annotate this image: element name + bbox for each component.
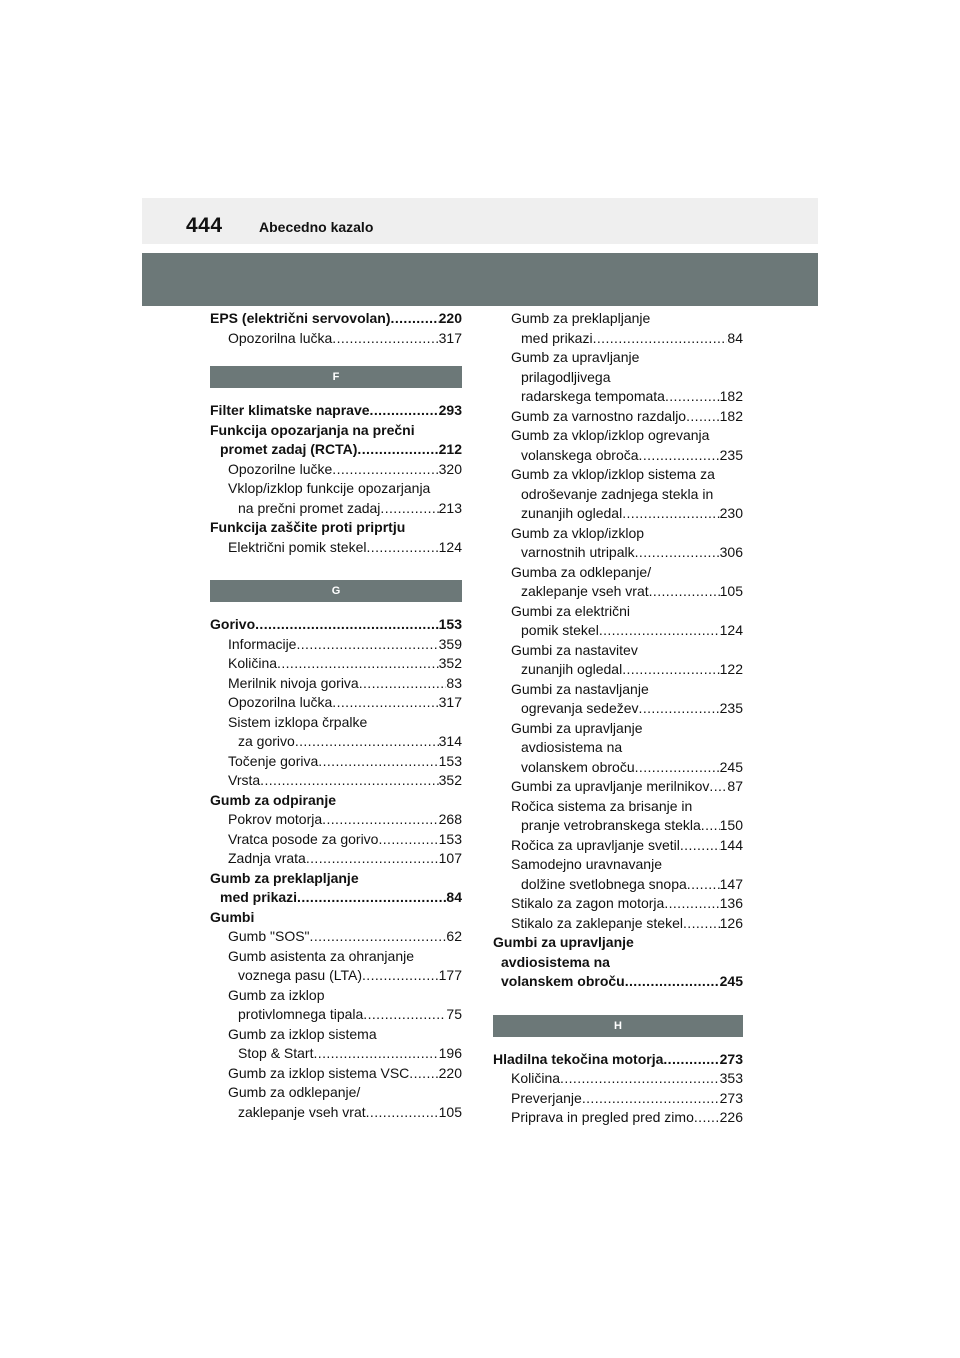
index-subentry-continued: volanskega obroča ..... 235 [493,446,743,466]
index-subentry: Gumb za vklop/izklop sistema za [511,466,715,482]
section-header-h: H [493,1015,743,1037]
index-subentry-continued: na prečni promet zadaj ..... 213 [210,499,462,519]
index-subentry: Preverjanje ..... 273 [493,1089,743,1109]
index-entry: Gumbi [210,908,255,925]
index-entry-continued: volanskem obroču ..... 245 [493,972,743,992]
index-entry: Gorivo ..... 153 [210,615,462,635]
index-subentry: Opozorilne lučke ..... 320 [210,460,462,480]
index-subentry: Gumb "SOS" ..... 62 [210,927,462,947]
index-subentry: Stikalo za zaklepanje stekel ..... 126 [493,914,743,934]
section-header-g: G [210,580,462,602]
index-subentry: Točenje goriva ..... 153 [210,752,462,772]
index-subentry: Stikalo za zagon motorja ..... 136 [493,894,743,914]
index-subentry: Gumb za izklop sistema [228,1025,377,1042]
index-entry-continued: avdiosistema na [501,953,610,970]
index-subentry-continued: zaklepanje vseh vrat ..... 105 [210,1103,462,1123]
page-title: Abecedno kazalo [259,219,374,235]
index-subentry: Gumb za izklop sistema VSC ..... 220 [210,1064,462,1084]
index-subentry-continued: za gorivo ..... 314 [210,732,462,752]
index-subentry-continued: radarskega tempomata ..... 182 [493,387,743,407]
index-entry: Funkcija zaščite proti priprtju [210,519,406,535]
index-subentry: Gumba za odklepanje/ [511,563,652,580]
index-subentry: Gumb za preklapljanje [511,310,651,326]
page-header [142,198,818,244]
index-subentry: Vrsta ..... 352 [210,771,462,791]
index-subentry: Vratca posode za gorivo ..... 153 [210,830,462,850]
page-number: 444 [186,214,223,237]
index-subentry-continued: prilagodljivega [521,368,611,385]
index-subentry: Gumb asistenta za ohranjanje [228,947,414,964]
index-subentry: Ročica sistema za brisanje in [511,797,693,814]
header-band [142,253,818,306]
index-entry: Hladilna tekočina motorja ..... 273 [493,1050,743,1070]
index-entry-continued: med prikazi ..... 84 [210,888,462,908]
index-subentry-continued: voznega pasu (LTA) ..... 177 [210,966,462,986]
index-subentry: Gumb za vklop/izklop [511,524,645,541]
index-subentry: Količina ..... 352 [210,654,462,674]
index-subentry: Gumb za vklop/izklop ogrevanja [511,427,710,443]
index-subentry: Električni pomik stekel ..... 124 [210,538,462,558]
index-subentry: Gumbi za upravljanje merilnikov ..... 87 [493,777,743,797]
index-subentry: Količina ..... 353 [493,1069,743,1089]
index-subentry: Gumbi za nastavitev [511,641,638,658]
index-entry-continued: promet zadaj (RCTA) ..... 212 [210,440,462,460]
index-subentry: Vklop/izklop funkcije opozarjanja [228,480,431,496]
index-subentry-continued: zaklepanje vseh vrat ..... 105 [493,582,743,602]
index-subentry: Gumbi za električni [511,602,631,619]
section-header-f: F [210,366,462,388]
index-subentry-continued: protivlomnega tipala ..... 75 [210,1005,462,1025]
index-subentry: Gumb za izklop [228,986,325,1003]
index-subentry: Sistem izklopa črpalke [228,713,368,730]
index-subentry-continued: dolžine svetlobnega snopa ..... 147 [493,875,743,895]
index-entry: Gumb za preklapljanje [210,869,359,886]
index-entry: Gumb za odpiranje [210,791,337,808]
index-subentry-continued: pomik stekel ..... 124 [493,621,743,641]
index-entry: Gumbi za upravljanje [493,934,634,950]
index-subentry: Merilnik nivoja goriva ..... 83 [210,674,462,694]
index-subentry: Gumb za odklepanje/ [228,1084,361,1100]
index-subentry: Priprava in pregled pred zimo ..... 226 [493,1108,743,1128]
index-subentry: Informacije ..... 359 [210,635,462,655]
index-subentry: Ročica za upravljanje svetil ..... 144 [493,836,743,856]
index-subentry-continued: zunanjih ogledal ..... 230 [493,504,743,524]
index-subentry: Samodejno uravnavanje [511,856,662,872]
index-entry: Filter klimatske naprave ..... 293 [210,401,462,421]
index-subentry: Opozorilna lučka ..... 317 [210,329,462,349]
index-subentry: Gumb za upravljanje [511,349,640,365]
index-subentry-continued: zunanjih ogledal ..... 122 [493,660,743,680]
index-subentry: Pokrov motorja ..... 268 [210,810,462,830]
index-subentry-continued: avdiosistema na [521,739,623,755]
index-subentry-continued: odroševanje zadnjega stekla in [521,485,714,502]
index-entry: Funkcija opozarjanja na prečni [210,421,415,438]
index-subentry: Zadnja vrata ..... 107 [210,849,462,869]
index-subentry: Gumbi za nastavljanje [511,680,649,697]
index-column-right [493,309,743,1128]
index-subentry-continued: pranje vetrobranskega stekla ..... 150 [493,816,743,836]
index-subentry: Opozorilna lučka ..... 317 [210,693,462,713]
index-subentry-continued: volanskem obroču ..... 245 [493,758,743,778]
index-subentry-continued: varnostnih utripalk ..... 306 [493,543,743,563]
index-column-left [210,309,462,1122]
index-entry: EPS (električni servovolan) ..... 220 [210,309,462,329]
index-subentry-continued: Stop & Start ..... 196 [210,1044,462,1064]
index-subentry-continued: med prikazi ..... 84 [493,329,743,349]
index-subentry-continued: ogrevanja sedežev ..... 235 [493,699,743,719]
index-subentry: Gumbi za upravljanje [511,719,643,736]
index-subentry: Gumb za varnostno razdaljo ..... 182 [493,407,743,427]
